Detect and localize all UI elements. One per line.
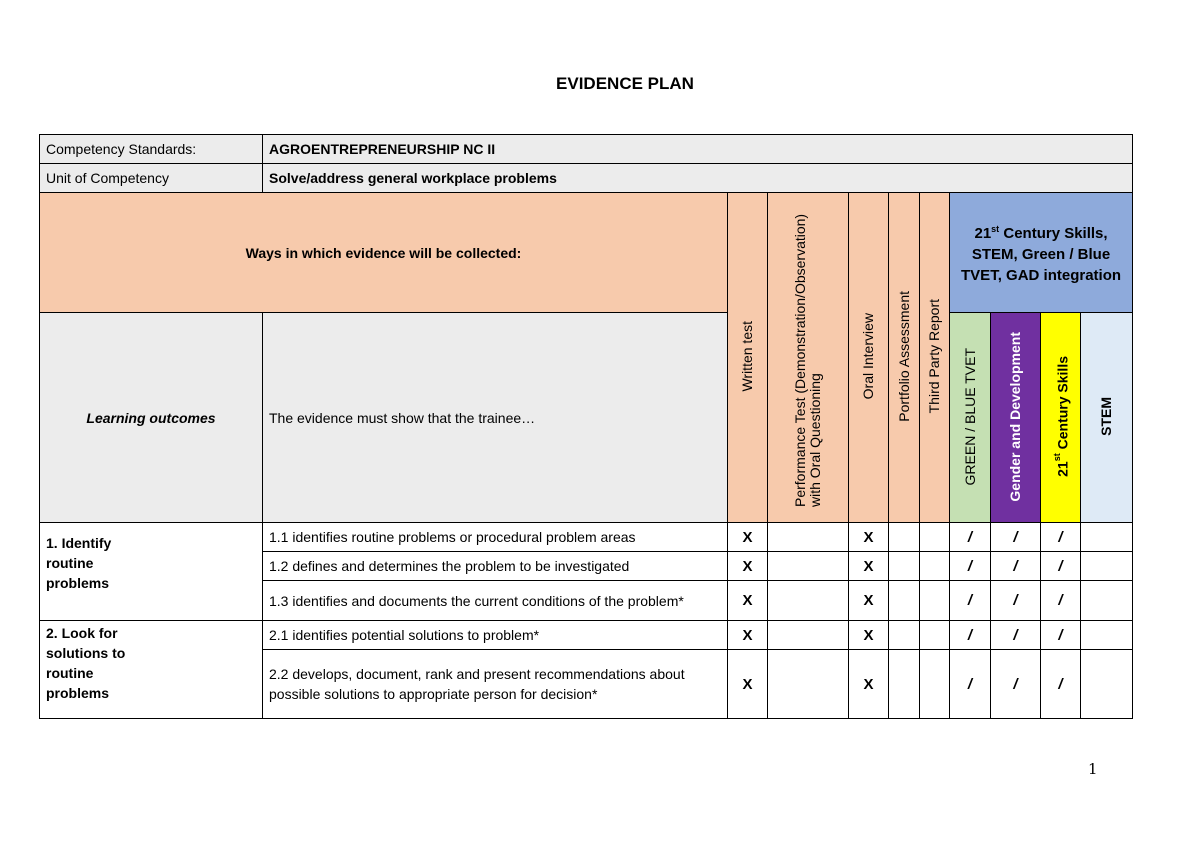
- performance-mark: [768, 621, 849, 650]
- oral-mark: X: [849, 650, 889, 719]
- written-mark: X: [728, 650, 768, 719]
- gad-mark: /: [991, 552, 1041, 581]
- oral-mark: X: [849, 621, 889, 650]
- stem-mark: [1081, 621, 1133, 650]
- ways-header-row: [40, 193, 1133, 313]
- col-century-skills-label: [1050, 350, 1071, 485]
- unit-value: Solve/address general workplace problems: [263, 164, 1133, 193]
- col-century-sup: st: [1052, 453, 1063, 462]
- col-stem-label: STEM: [1098, 397, 1115, 436]
- unit-label: Unit of Competency: [40, 164, 263, 193]
- columns-header-row: [40, 313, 1133, 523]
- col-green-blue-label: GREEN / BLUE TVET: [961, 347, 978, 486]
- green-mark: /: [950, 650, 991, 719]
- table-row: [40, 621, 1133, 650]
- col-performance-test: [768, 193, 849, 523]
- evidence-item: 1.2 defines and determines the problem to be investigated: [263, 552, 728, 581]
- portfolio-mark: [889, 581, 920, 621]
- page-title: EVIDENCE PLAN: [556, 74, 694, 93]
- col-written-test: [728, 193, 768, 523]
- century-mark: /: [1041, 523, 1081, 552]
- third-party-mark: [920, 552, 950, 581]
- skills-header-sup: st: [991, 224, 1000, 234]
- evidence-item: 2.2 develops, document, rank and present recommendations about possible solutions to appropriate person for decision*: [263, 650, 728, 719]
- skills-header-num: 21: [974, 225, 992, 242]
- skills-header-text: Century Skills, STEM, Green / Blue TVET, GAD integration: [961, 225, 1122, 284]
- written-mark: X: [728, 581, 768, 621]
- portfolio-mark: [889, 552, 920, 581]
- gad-mark: /: [991, 581, 1041, 621]
- evidence-item: 1.3 identifies and documents the current conditions of the problem*: [263, 581, 728, 621]
- table-row: [40, 523, 1133, 552]
- competency-row: [40, 135, 1133, 164]
- col-green-blue: [950, 313, 991, 523]
- oral-mark: X: [849, 552, 889, 581]
- green-mark: /: [950, 621, 991, 650]
- performance-mark: [768, 552, 849, 581]
- written-mark: X: [728, 621, 768, 650]
- col-oral-interview: [849, 193, 889, 523]
- portfolio-mark: [889, 621, 920, 650]
- green-mark: /: [950, 581, 991, 621]
- col-oral-interview-label: Oral Interview: [860, 313, 876, 400]
- page-number: 1: [1088, 760, 1098, 778]
- col-century-skills: [1041, 313, 1081, 523]
- evidence-header: The evidence must show that the trainee…: [263, 313, 728, 523]
- col-third-party: [920, 193, 950, 523]
- col-performance-test-label: Performance Test (Demonstration/Observation) with Oral Questioning: [792, 213, 823, 507]
- century-mark: /: [1041, 621, 1081, 650]
- col-gad: [991, 313, 1041, 523]
- century-mark: /: [1041, 650, 1081, 719]
- third-party-mark: [920, 650, 950, 719]
- third-party-mark: [920, 523, 950, 552]
- performance-mark: [768, 523, 849, 552]
- stem-mark: [1081, 581, 1133, 621]
- gad-mark: /: [991, 650, 1041, 719]
- oral-mark: X: [849, 581, 889, 621]
- stem-mark: [1081, 523, 1133, 552]
- col-portfolio-label: Portfolio Assessment: [895, 291, 912, 422]
- evidence-plan-table: [39, 134, 1133, 719]
- evidence-item: 2.1 identifies potential solutions to problem*: [263, 621, 728, 650]
- oral-mark: X: [849, 523, 889, 552]
- gad-mark: /: [991, 523, 1041, 552]
- unit-row: [40, 164, 1133, 193]
- competency-value: AGROENTREPRENEURSHIP NC II: [263, 135, 1133, 164]
- competency-label: Competency Standards:: [40, 135, 263, 164]
- written-mark: X: [728, 523, 768, 552]
- portfolio-mark: [889, 523, 920, 552]
- green-mark: /: [950, 523, 991, 552]
- third-party-mark: [920, 621, 950, 650]
- written-mark: X: [728, 552, 768, 581]
- learning-outcomes-header: [40, 313, 263, 523]
- outcome-label: 2. Look for solutions to routine problems: [40, 621, 263, 719]
- third-party-mark: [920, 581, 950, 621]
- ways-label: Ways in which evidence will be collected:: [40, 193, 728, 313]
- stem-mark: [1081, 650, 1133, 719]
- col-stem: [1081, 313, 1133, 523]
- gad-mark: /: [991, 621, 1041, 650]
- outcome-label: 1. Identify routine problems: [40, 523, 263, 621]
- col-century-text: Century Skills: [1054, 356, 1071, 450]
- portfolio-mark: [889, 650, 920, 719]
- col-century-num: 21: [1054, 461, 1071, 477]
- century-mark: /: [1041, 552, 1081, 581]
- col-portfolio: [889, 193, 920, 523]
- col-written-test-label: Written test: [739, 321, 755, 392]
- evidence-item: 1.1 identifies routine problems or procedural problem areas: [263, 523, 728, 552]
- col-gad-label: Gender and Development: [1007, 331, 1023, 502]
- skills-integration-header: [950, 193, 1133, 313]
- performance-mark: [768, 581, 849, 621]
- col-third-party-label: Third Party Report: [926, 299, 942, 414]
- stem-mark: [1081, 552, 1133, 581]
- learning-outcomes-label: Learning outcomes: [86, 409, 216, 426]
- performance-mark: [768, 650, 849, 719]
- green-mark: /: [950, 552, 991, 581]
- century-mark: /: [1041, 581, 1081, 621]
